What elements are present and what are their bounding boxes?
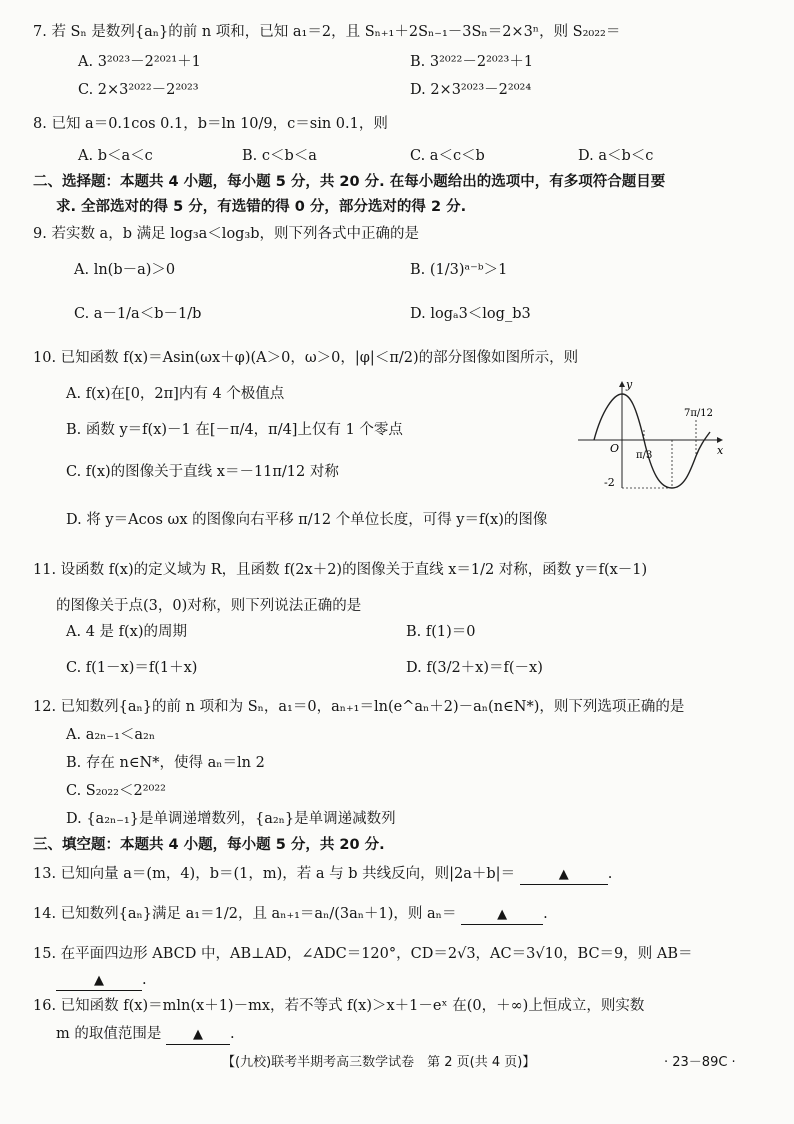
q7-option-a: A. 3²⁰²³－2²⁰²¹＋1: [78, 54, 201, 70]
q16-answer-blank[interactable]: [166, 1026, 230, 1045]
q10-stem: 10. 已知函数 f(x)＝Asin(ωx＋φ)(A＞0，ω＞0，|φ|＜π/2)的部分图像如图所示，则: [33, 350, 579, 366]
q8-option-a: A. b＜a＜c: [78, 148, 153, 164]
q14-period: .: [543, 906, 548, 922]
q11-option-c: C. f(1－x)＝f(1＋x): [66, 660, 198, 676]
section3-title: 三、填空题：本题共 4 小题，每小题 5 分，共 20 分.: [33, 837, 385, 853]
label-pi3: π/3: [636, 450, 653, 461]
q12-stem: 12. 已知数列{aₙ}的前 n 项和为 Sₙ，a₁＝0，aₙ₊₁＝ln(e^aₙ＋2)－aₙ(n∈N*)，则下列选项正确的是: [33, 699, 685, 715]
q9-option-c: C. a－1/a＜b－1/b: [74, 306, 202, 322]
label-origin: O: [610, 442, 620, 455]
q12-option-d: D. {a₂ₙ₋₁}是单调递增数列，{a₂ₙ}是单调递减数列: [66, 811, 396, 827]
footer-code: · 23－89C ·: [664, 1055, 736, 1070]
q11-option-b: B. f(1)＝0: [406, 624, 476, 640]
blank-mark-icon: ▲: [192, 1027, 203, 1042]
q7-option-c: C. 2×3²⁰²²－2²⁰²³: [78, 82, 199, 98]
q16-stem-2: m 的取值范围是: [56, 1026, 162, 1042]
q15-answer-blank[interactable]: [56, 972, 142, 991]
q13-period: .: [607, 866, 613, 882]
blank-mark-icon: ▲: [558, 867, 569, 882]
q8-option-b: B. c＜b＜a: [242, 148, 317, 164]
q14-stem: 14. 已知数列{aₙ}满足 a₁＝1/2，且 aₙ₊₁＝aₙ/(3aₙ＋1)，则 aₙ＝: [33, 906, 457, 922]
blank-mark-icon: ▲: [94, 973, 104, 988]
q13-line: [33, 864, 612, 885]
q10-sine-graph: [572, 376, 732, 494]
q16-period: .: [229, 1026, 235, 1042]
q15-blank-line: [56, 970, 147, 991]
q12-option-b: B. 存在 n∈N*，使得 aₙ＝ln 2: [66, 755, 265, 771]
q12-option-a: A. a₂ₙ₋₁＜a₂ₙ: [66, 727, 156, 743]
q11-option-d: D. f(3/2＋x)＝f(－x): [406, 660, 543, 676]
q16-line-2: [56, 1024, 235, 1045]
label-neg2: -2: [604, 476, 615, 489]
section2-rules: 求. 全部选对的得 5 分，有选错的得 0 分，部分选对的得 2 分.: [56, 199, 467, 215]
q11-stem: 11. 设函数 f(x)的定义域为 R，且函数 f(2x＋2)的图像关于直线 x＝1/2 对称，函数 y＝f(x－1): [33, 562, 648, 578]
q9-option-a: A. ln(b－a)＞0: [74, 262, 176, 278]
q8-option-d: D. a＜b＜c: [578, 148, 654, 164]
label-y: y: [626, 378, 633, 391]
label-x: x: [717, 444, 724, 457]
q9-option-b: B. (1/3)ᵃ⁻ᵇ＞1: [410, 262, 508, 278]
q14-answer-blank[interactable]: [461, 906, 543, 925]
blank-mark-icon: ▲: [497, 907, 508, 922]
q8-stem: 8. 已知 a＝0.1cos 0.1，b＝ln 10/9，c＝sin 0.1，则: [33, 116, 388, 132]
q10-option-d: D. 将 y＝Acos ωx 的图像向右平移 π/12 个单位长度，可得 y＝f(x)的图像: [66, 512, 548, 528]
footer-title: 【(九校)联考半期考高三数学试卷 第 2 页(共 4 页)】: [222, 1055, 536, 1070]
q10-option-a: A. f(x)在[0，2π]内有 4 个极值点: [66, 386, 285, 402]
q9-stem: 9. 若实数 a，b 满足 log₃a＜log₃b，则下列各式中正确的是: [33, 226, 420, 242]
label-7pi12: 7π/12: [684, 408, 714, 419]
q10-option-b: B. 函数 y＝f(x)－1 在[－π/4，π/4]上仅有 1 个零点: [66, 422, 403, 438]
q15-period: .: [142, 972, 147, 988]
q7-stem: 7. 若 Sₙ 是数列{aₙ}的前 n 项和，已知 a₁＝2，且 Sₙ₊₁＋2Sₙ₋₁－3Sₙ＝2×3ⁿ，则 S₂₀₂₂＝: [33, 24, 621, 40]
q13-stem: 13. 已知向量 a＝(m，4)，b＝(1，m)，若 a 与 b 共线反向，则|2a＋b|＝: [33, 866, 516, 882]
q9-option-d: D. logₐ3＜log_b3: [410, 306, 531, 322]
q15-stem: 15. 在平面四边形 ABCD 中，AB⊥AD，∠ADC＝120°，CD＝2√3，AC＝3√10，BC＝9，则 AB＝: [33, 946, 693, 962]
q11-stem-2: 的图像关于点(3，0)对称，则下列说法正确的是: [56, 598, 362, 614]
q10-option-c: C. f(x)的图像关于直线 x＝－11π/12 对称: [66, 464, 339, 480]
q14-line: [33, 904, 548, 925]
q7-option-b: B. 3²⁰²²－2²⁰²³＋1: [410, 54, 534, 70]
q7-option-d: D. 2×3²⁰²³－2²⁰²⁴: [410, 82, 532, 98]
q11-option-a: A. 4 是 f(x)的周期: [66, 624, 187, 640]
q8-option-c: C. a＜c＜b: [410, 148, 485, 164]
q13-answer-blank[interactable]: [520, 866, 608, 885]
q12-option-c: C. S₂₀₂₂＜2²⁰²²: [66, 783, 166, 799]
section2-title: 二、选择题：本题共 4 小题，每小题 5 分，共 20 分. 在每小题给出的选项中，有多项符合题目要: [33, 174, 666, 190]
q16-stem: 16. 已知函数 f(x)＝mln(x＋1)－mx，若不等式 f(x)＞x＋1－eˣ 在(0，＋∞)上恒成立，则实数: [33, 998, 645, 1014]
